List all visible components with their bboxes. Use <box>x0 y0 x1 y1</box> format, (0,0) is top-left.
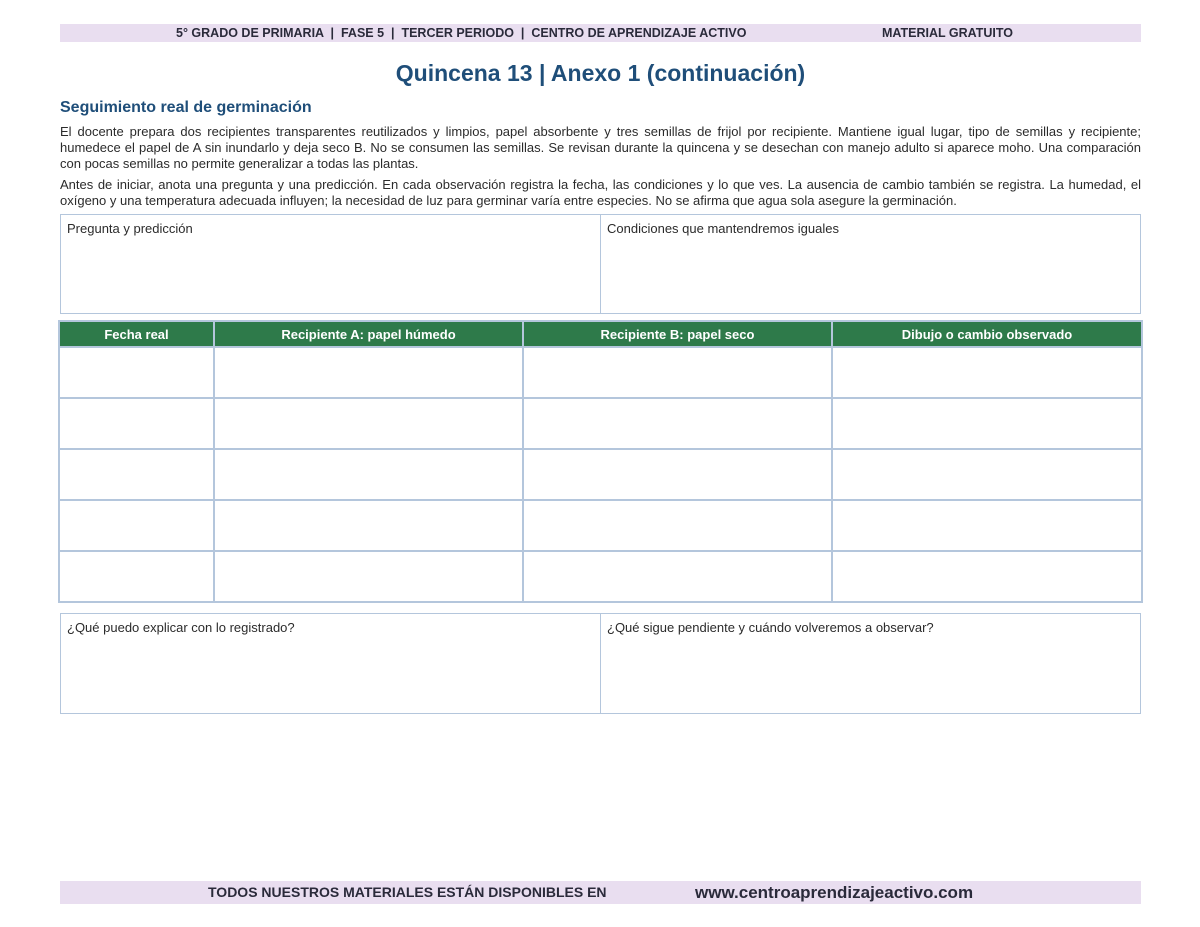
container-a-cell[interactable] <box>214 551 523 602</box>
container-b-cell[interactable] <box>523 551 832 602</box>
table-header-row <box>59 321 1142 347</box>
table-row <box>59 500 1142 551</box>
date-cell[interactable] <box>59 449 214 500</box>
explanation-label: ¿Qué puedo explicar con lo registrado? <box>67 620 295 635</box>
drawing-cell[interactable] <box>832 449 1142 500</box>
column-header-date: Fecha real <box>59 321 214 347</box>
page-title: Quincena 13 | Anexo 1 (continuación) <box>395 60 806 86</box>
date-cell[interactable] <box>59 500 214 551</box>
question-conditions-boxes <box>60 214 1141 314</box>
container-b-cell[interactable] <box>523 347 832 398</box>
container-b-cell[interactable] <box>523 500 832 551</box>
constant-conditions-label: Condiciones que mantendremos iguales <box>607 221 839 236</box>
column-header-container-a: Recipiente A: papel húmedo <box>214 321 523 347</box>
reflection-boxes <box>60 613 1141 714</box>
footer-band <box>60 881 1141 904</box>
header-grade-info: 5° GRADO DE PRIMARIA | FASE 5 | TERCER PERIODO | CENTRO DE APRENDIZAJE ACTIVO <box>176 26 747 40</box>
table-row <box>59 347 1142 398</box>
container-b-cell[interactable] <box>523 449 832 500</box>
observation-table <box>58 320 1143 603</box>
drawing-cell[interactable] <box>832 551 1142 602</box>
column-header-container-b: Recipiente B: papel seco <box>523 321 832 347</box>
section-subtitle: Seguimiento real de germinación <box>60 99 312 116</box>
drawing-cell[interactable] <box>832 398 1142 449</box>
footer-label: TODOS NUESTROS MATERIALES ESTÁN DISPONIBLES EN <box>208 884 607 900</box>
container-a-cell[interactable] <box>214 500 523 551</box>
container-b-cell[interactable] <box>523 398 832 449</box>
table-row <box>59 449 1142 500</box>
pending-box[interactable] <box>600 614 1140 713</box>
table-row <box>59 398 1142 449</box>
header-band <box>60 24 1141 42</box>
explanation-box[interactable] <box>61 614 600 713</box>
date-cell[interactable] <box>59 398 214 449</box>
footer-url-link[interactable]: www.centroaprendizajeactivo.com <box>695 883 974 902</box>
container-a-cell[interactable] <box>214 449 523 500</box>
table-row <box>59 551 1142 602</box>
container-a-cell[interactable] <box>214 398 523 449</box>
question-prediction-box[interactable] <box>61 215 600 313</box>
header-free-material: MATERIAL GRATUITO <box>882 26 1014 40</box>
pending-label: ¿Qué sigue pendiente y cuándo volveremos a observar? <box>607 620 934 635</box>
question-prediction-label: Pregunta y predicción <box>67 221 193 236</box>
drawing-cell[interactable] <box>832 500 1142 551</box>
container-a-cell[interactable] <box>214 347 523 398</box>
date-cell[interactable] <box>59 347 214 398</box>
drawing-cell[interactable] <box>832 347 1142 398</box>
instructions-paragraph-1: El docente prepara dos recipientes transparentes reutilizados y limpios, papel absorbente y tres semillas de frijol por recipiente. Mantiene igual lugar, tipo de semillas y recipiente; humedece el papel de A sin inundarlo y deja seco B. No se consumen las semillas. Se revisan durante la quincena y se desechan con manejo adulto si aparece moho. Una comparación con pocas semillas no permite generalizar a todas las plantas. <box>60 124 1141 171</box>
constant-conditions-box[interactable] <box>600 215 1140 313</box>
instructions-paragraph-2: Antes de iniciar, anota una pregunta y una predicción. En cada observación registra la fecha, las condiciones y lo que ves. La ausencia de cambio también se registra. La humedad, el oxígeno y una temperatura adecuada influyen; la necesidad de luz para germinar varía entre especies. No se afirma que agua sola asegure la germinación. <box>60 177 1141 208</box>
date-cell[interactable] <box>59 551 214 602</box>
column-header-drawing: Dibujo o cambio observado <box>832 321 1142 347</box>
